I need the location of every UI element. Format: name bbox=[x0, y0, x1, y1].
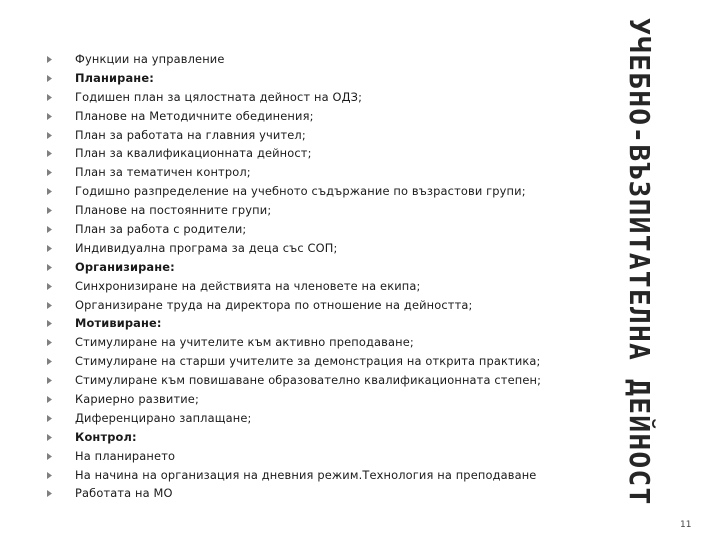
list-item-text: Работата на МО bbox=[75, 486, 173, 501]
list-item bbox=[46, 107, 606, 126]
triangle-bullet-icon bbox=[46, 283, 53, 290]
list-item bbox=[46, 409, 606, 428]
list-item bbox=[46, 201, 606, 220]
list-item-text: Планиране: bbox=[75, 70, 154, 85]
list-item-text: План за работа с родители; bbox=[75, 222, 247, 237]
list-item-text: Годишно разпределение на учебното съдържание по възрастови групи; bbox=[75, 184, 526, 199]
list-item bbox=[46, 144, 606, 163]
list-item-text: Кариерно развитие; bbox=[75, 392, 199, 407]
list-item bbox=[46, 277, 606, 296]
triangle-bullet-icon bbox=[46, 358, 53, 365]
list-item-text: Диференцирано заплащане; bbox=[75, 410, 252, 425]
list-item-text: План за работата на главния учител; bbox=[75, 127, 306, 142]
triangle-bullet-icon bbox=[46, 264, 53, 271]
vertical-title: УЧЕБНО-ВЪЗПИТАТЕЛНА ДЕЙНОСТ bbox=[623, 18, 656, 506]
triangle-bullet-icon bbox=[46, 75, 53, 82]
list-item bbox=[46, 371, 606, 390]
list-item-text: План за тематичен контрол; bbox=[75, 165, 251, 180]
triangle-bullet-icon bbox=[46, 56, 53, 63]
bullet-list bbox=[46, 50, 606, 503]
section-heading bbox=[46, 258, 606, 277]
list-item bbox=[46, 220, 606, 239]
triangle-bullet-icon bbox=[46, 339, 53, 346]
list-item-text: Планове на Методичните обединения; bbox=[75, 108, 314, 123]
triangle-bullet-icon bbox=[46, 302, 53, 309]
list-item bbox=[46, 296, 606, 315]
triangle-bullet-icon bbox=[46, 490, 53, 497]
section-heading bbox=[46, 314, 606, 333]
triangle-bullet-icon bbox=[46, 377, 53, 384]
triangle-bullet-icon bbox=[46, 150, 53, 157]
list-item-text: Функции на управление bbox=[75, 52, 225, 66]
page-number: 11 bbox=[680, 520, 692, 530]
triangle-bullet-icon bbox=[46, 415, 53, 422]
list-item-text: Мотивиране: bbox=[75, 316, 162, 331]
list-item bbox=[46, 182, 606, 201]
triangle-bullet-icon bbox=[46, 94, 53, 101]
list-item-text: На планирането bbox=[75, 448, 176, 463]
triangle-bullet-icon bbox=[46, 188, 53, 195]
list-item bbox=[46, 163, 606, 182]
list-item-text: Планове на постоянните групи; bbox=[75, 203, 272, 218]
section-heading bbox=[46, 428, 606, 447]
list-item-text: Стимулиране на старши учителите за демонстрация на открита практика; bbox=[75, 354, 541, 369]
list-item bbox=[46, 88, 606, 107]
triangle-bullet-icon bbox=[46, 207, 53, 214]
list-item bbox=[46, 239, 606, 258]
list-item bbox=[46, 333, 606, 352]
list-item-text: Организиране: bbox=[75, 259, 175, 274]
triangle-bullet-icon bbox=[46, 472, 53, 479]
list-item-text: Синхронизиране на действията на членовете на екипа; bbox=[75, 278, 421, 293]
triangle-bullet-icon bbox=[46, 434, 53, 441]
list-item-text: Стимулиране към повишаване образователно квалификационната степен; bbox=[75, 373, 542, 388]
list-item-text: Индивидуална програма за деца със СОП; bbox=[75, 240, 338, 255]
triangle-bullet-icon bbox=[46, 226, 53, 233]
list-item-text: Организиране труда на директора по отношение на дейността; bbox=[75, 297, 473, 312]
list-item bbox=[46, 390, 606, 409]
triangle-bullet-icon bbox=[46, 245, 53, 252]
list-item bbox=[46, 447, 606, 466]
section-heading bbox=[46, 69, 606, 88]
list-item bbox=[46, 126, 606, 145]
list-item-text: Контрол: bbox=[75, 429, 137, 444]
triangle-bullet-icon bbox=[46, 453, 53, 460]
list-item-text: Стимулиране на учителите към активно преподаване; bbox=[75, 335, 414, 350]
triangle-bullet-icon bbox=[46, 320, 53, 327]
list-item bbox=[46, 352, 606, 371]
list-item-text: Годишен план за цялостната дейност на ОДЗ; bbox=[75, 89, 363, 104]
list-item bbox=[46, 50, 606, 69]
triangle-bullet-icon bbox=[46, 396, 53, 403]
list-item bbox=[46, 466, 606, 485]
list-item-text: На начина на организация на дневния режим.Технология на преподаване bbox=[75, 467, 537, 482]
list-item bbox=[46, 484, 606, 503]
triangle-bullet-icon bbox=[46, 113, 53, 120]
triangle-bullet-icon bbox=[46, 132, 53, 139]
triangle-bullet-icon bbox=[46, 169, 53, 176]
list-item-text: План за квалификационната дейност; bbox=[75, 146, 312, 161]
